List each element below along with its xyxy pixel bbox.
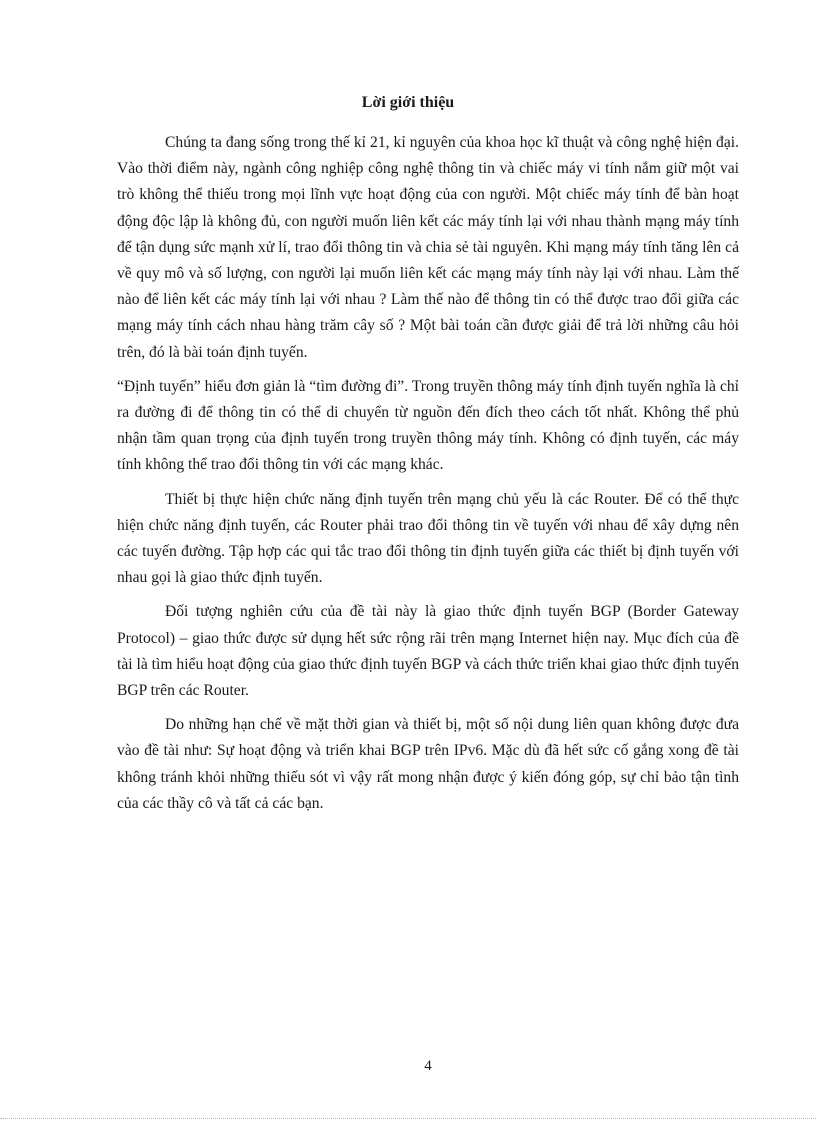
paragraph-limitations: Do những hạn chế về mặt thời gian và thiết bị, một số nội dung liên quan không được đưa vào đề tài như: Sự hoạt động và triển khai BGP trên IPv6. Mặc dù đã hết sức cố gắng xong đề tài không tránh khỏi những thiếu sót vì vậy rất mong nhận được ý kiến đóng góp, sự chỉ bảo tận tình của các thầy cô và tất cả các bạn. [117, 716, 739, 812]
paragraph-routers: Thiết bị thực hiện chức năng định tuyến trên mạng chủ yếu là các Router. Để có thể thực hiện chức năng định tuyến, các Router phải trao đổi thông tin về tuyến với nhau để xây dựng nên các tuyến đường. Tập hợp các qui tắc trao đổi thông tin định tuyến giữa các thiết bị định tuyến với nhau gọi là giao thức định tuyến. [117, 490, 739, 587]
footer-divider [0, 1118, 816, 1119]
page-number: 4 [424, 1058, 432, 1074]
page-title: Lời giới thiệu [361, 94, 455, 111]
body-text [117, 130, 739, 825]
paragraph-routing-definition: “Định tuyến” hiểu đơn giản là “tìm đường đi”. Trong truyền thông máy tính định tuyến nghĩa là chỉ ra đường đi để thông tin có thể di chuyển từ nguồn đến đích theo cách tốt nhất. Không thể phủ nhận tầm quan trọng của định tuyến trong truyền thông máy tính. Không có định tuyến, các máy tính không thể trao đổi thông tin với các mạng khác. [117, 377, 739, 474]
paragraph-research-subject: Đối tượng nghiên cứu của đề tài này là giao thức định tuyến BGP (Border Gateway Protocol) – giao thức được sử dụng hết sức rộng rãi trên mạng Internet hiện nay. Mục đích của đề tài là tìm hiểu hoạt động của giao thức định tuyến BGP và cách thức triển khai giao thức định tuyến BGP trên các Router. [117, 603, 739, 700]
paragraph-introduction: Chúng ta đang sống trong thế kỉ 21, kỉ nguyên của khoa học kĩ thuật và công nghệ hiện đại. Vào thời điểm này, ngành công nghiệp công nghệ thông tin và chiếc máy vi tính nắm giữ một vai trò không thể thiếu trong mọi lĩnh vực hoạt động của con người. Một chiếc máy tính để bàn hoạt động độc lập là không đủ, con người muốn liên kết các máy tính lại với nhau thành mạng máy tính để tận dụng sức mạnh xử lí, trao đổi thông tin và chia sẻ tài nguyên. Khi mạng máy tính tăng lên cả về quy mô và số lượng, con người lại muốn liên kết các mạng máy tính này lại với nhau. Làm thế nào để liên kết các máy tính lại với nhau ? Làm thế nào để thông tin có thể được trao đổi giữa các mạng máy tính cách nhau hàng trăm cây số ? Một bài toán cần được giải để trả lời những câu hỏi trên, đó là bài toán định tuyến. [117, 134, 739, 361]
